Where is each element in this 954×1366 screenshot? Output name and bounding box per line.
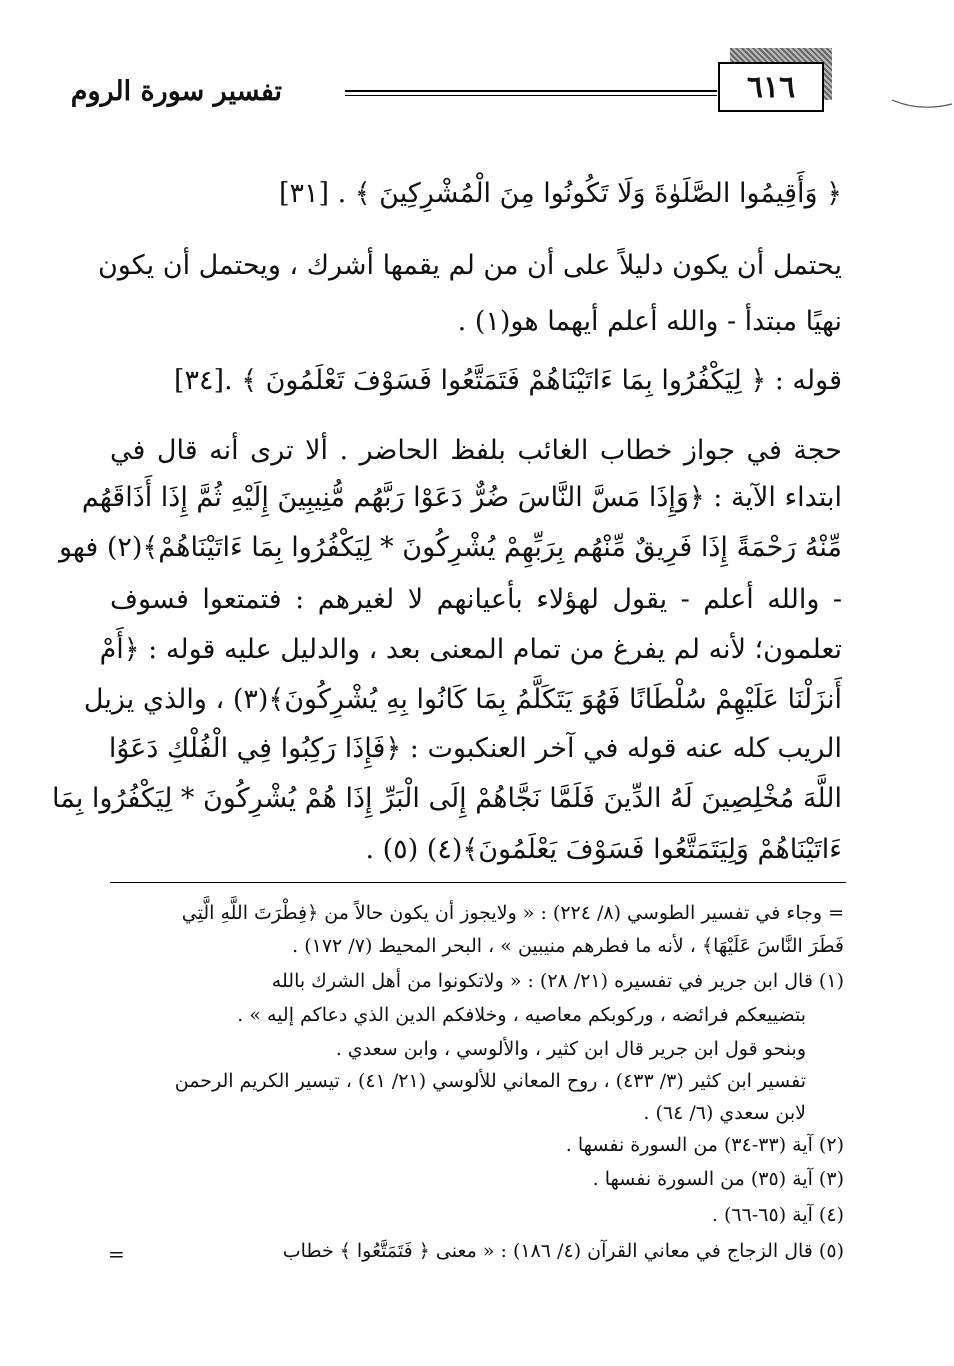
running-title: تفسير سورة الروم: [70, 76, 282, 107]
paragraph-2-line-9: ءَاتَيْنَاهُمْ وَلِيَتَمَتَّعُوا فَسَوْفَ يَعْلَمُونَ﴾(٤) (٥) .: [365, 834, 842, 865]
footnote-1-line-4: تفسير ابن كثير (٣/ ٤٣٣) ، روح المعاني للألوسي (٢١/ ٤١) ، تيسير الكريم الرحمن: [174, 1070, 806, 1092]
footnote-continuation-line-2: فَطَرَ النَّاسَ عَلَيْهَا﴾ ، لأنه ما فطرهم منيبين » ، البحر المحيط (٧/ ١٧٢) .: [292, 935, 844, 957]
footnote-separator: [110, 882, 846, 883]
paragraph-2-line-4: - والله أعلم - يقول لهؤلاء بأعيانهم لا لغيرهم : فتمتعوا فسوف: [110, 584, 842, 615]
footnote-continued-mark: =: [108, 1242, 125, 1266]
verse-34: قوله : ﴿ لِيَكْفُرُوا بِمَا ءَاتَيْنَاهُمْ فَتَمَتَّعُوا فَسَوْفَ تَعْلَمُونَ ﴾ .[٣٤]: [173, 365, 842, 396]
footnote-1-line-5: لابن سعدي (٦/ ٦٤) .: [643, 1102, 806, 1124]
paragraph-2-line-5: تعلمون؛ لأنه لم يفرغ من تمام المعنى بعد ، والدليل عليه قوله : ﴿أَمْ: [99, 634, 842, 665]
header-rule-thin: [345, 95, 717, 96]
footnote-1-line-2: بتضييعكم فرائضه ، وركوبكم معاصيه ، وخلافكم الدين الذي دعاكم إليه » .: [237, 1004, 806, 1026]
paragraph-2-line-1: حجة في جواز خطاب الغائب بلفظ الحاضر . ألا ترى أنه قال في: [110, 435, 842, 466]
paragraph-2-line-8: اللَّهَ مُخْلِصِينَ لَهُ الدِّينَ فَلَمَّا نَجَّاهُمْ إِلَى الْبَرِّ إِذَا هُمْ يُشْرِكُونَ * لِيَكْفُرُوا بِمَا: [52, 783, 842, 814]
footnote-continuation-line-1: = وجاء في تفسير الطوسي (٨/ ٢٢٤) : « ولايجوز أن يكون حالاً من ﴿فِطْرَتَ اللَّهِ الَّتِي: [181, 902, 844, 924]
paragraph-2-line-7: الريب كله عنه قوله في آخر العنكبوت : ﴿فَإِذَا رَكِبُوا فِي الْفُلْكِ دَعَوُا: [108, 733, 842, 764]
verse-31: ﴿ وَأَقِيمُوا الصَّلَوٰةَ وَلَا تَكُونُوا مِنَ الْمُشْرِكِينَ ﴾ . [٣١]: [278, 178, 842, 209]
paragraph-2-line-6: أَنزَلْنَا عَلَيْهِمْ سُلْطَانًا فَهُوَ يَتَكَلَّمُ بِمَا كَانُوا بِهِ يُشْرِكُونَ﴾(٣) ، والذي يزيل: [83, 684, 842, 715]
paragraph-1-line-1: يحتمل أن يكون دليلاً على أن من لم يقمها أشرك ، ويحتمل أن يكون: [97, 250, 842, 281]
page-number: [718, 62, 824, 112]
paragraph-1-line-2: نهيًا مبتدأ - والله أعلم أيهما هو(١) .: [457, 306, 842, 337]
footnote-1-line-3: وبنحو قول ابن جرير قال ابن كثير ، والألوسي ، وابن سعدي .: [335, 1038, 806, 1060]
paragraph-2-line-2: ابتداء الآية : ﴿وَإِذَا مَسَّ النَّاسَ ضُرٌّ دَعَوْا رَبَّهُم مُّنِيبِينَ إِلَيْهِ ثُمَّ إِذَا أَذَاقَهُم: [81, 482, 842, 513]
paragraph-2-line-3: مِّنْهُ رَحْمَةً إِذَا فَرِيقٌ مِّنْهُم بِرَبِّهِمْ يُشْرِكُونَ * لِيَكْفُرُوا بِمَا ءَاتَيْنَاهُمْ﴾(٢) فهو: [58, 532, 842, 563]
header-rule: [345, 90, 717, 92]
footnote-2: (٢) آية (٣٣-٣٤) من السورة نفسها .: [565, 1134, 844, 1156]
footnote-4: (٤) آية (٦٥-٦٦) .: [711, 1204, 844, 1226]
page-number-text: ٦١٦: [746, 69, 796, 105]
footnote-5: (٥) قال الزجاج في معاني القرآن (٤/ ١٨٦) : « معنى ﴿ فَتَمَتَّعُوا ﴾ خطاب: [282, 1240, 844, 1262]
page-corner-curve: [890, 60, 954, 120]
footnote-3: (٣) آية (٣٥) من السورة نفسها .: [592, 1168, 844, 1190]
footnote-1-line-1: (١) قال ابن جرير في تفسيره (٢١/ ٢٨) : « ولاتكونوا من أهل الشرك بالله: [271, 970, 844, 992]
